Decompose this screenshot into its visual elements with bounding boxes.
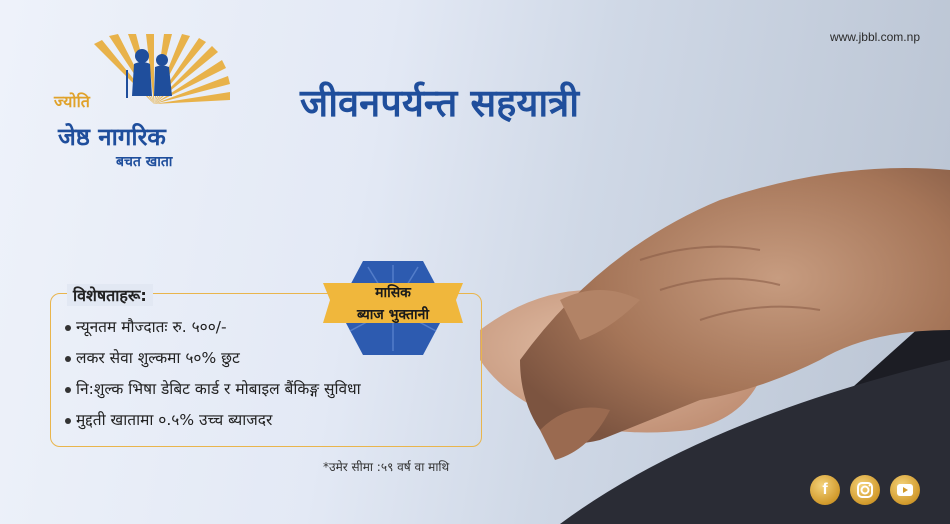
list-item: नि:शुल्क भिषा डेबिट कार्ड र मोबाइल बैंकिङ्ग सुविधा [65,374,361,405]
website-url[interactable]: www.jbbl.com.np [829,30,920,44]
instagram-icon[interactable] [850,475,880,505]
list-item: लकर सेवा शुल्कमा ५०% छुट [65,343,361,374]
features-list [65,312,361,436]
logo-jyoti: ज्योति [54,92,90,111]
bullet-icon [65,387,71,393]
bullet-icon [65,418,71,424]
brand-logo [54,34,254,174]
youtube-icon[interactable] [890,475,920,505]
badge-line2: ब्याज भुक्तानी [356,307,430,323]
list-item: न्यूनतम मौज्दातः रु. ५००/- [65,312,361,343]
headline: जीवनपर्यन्त सहयात्री [300,81,580,125]
monthly-interest-badge [318,253,468,363]
logo-title: जेष्ठ नागरिक [58,123,166,151]
list-item: मुद्दती खातामा ०.५% उच्च ब्याजदर [65,405,361,436]
facebook-icon[interactable]: f [810,475,840,505]
features-title: विशेषताहरू: [67,284,153,306]
bullet-icon [65,356,71,362]
badge-line1: मासिक [375,285,411,301]
bullet-icon [65,325,71,331]
age-limit-note: *उमेर सीमा :५९ वर्ष वा माथि [323,460,450,474]
logo-subtitle: बचत खाता [116,154,173,170]
